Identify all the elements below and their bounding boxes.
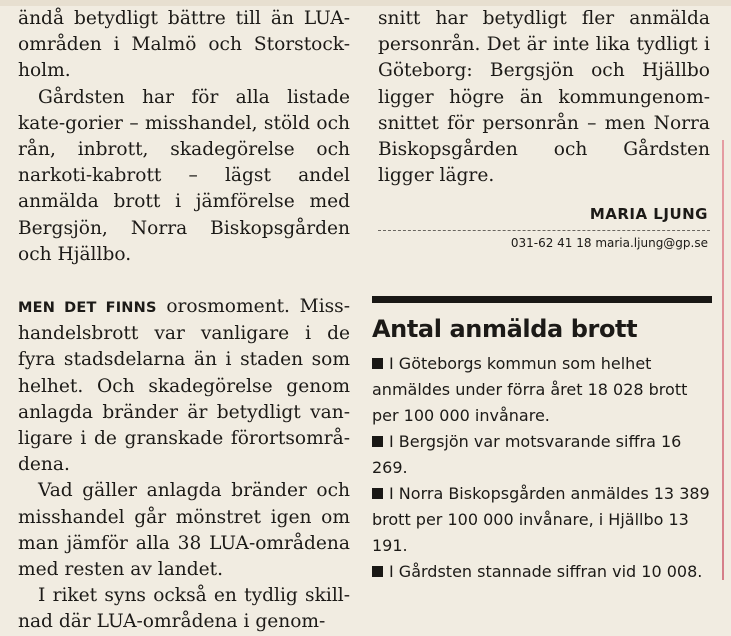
- paragraph-6: snitt har betydligt fler anmälda personrån. Det är inte lika tydligt i Göteborg: Bergsjön och Hjällbo ligger högre än kommungenom-snittet för personrån – men Norra Biskopsgården och Gårdsten ligger lägre.: [378, 8, 710, 187]
- fact-item: [372, 351, 712, 429]
- paragraph-3-body: orosmoment. Miss-handelsbrott var vanligare i de fyra stadsdelarna än i staden som helhet. Och skadegörelse genom anlagda bränder är betydligt van-ligare i de granskade förortsområ-dena.: [18, 296, 351, 476]
- fact-item: [372, 559, 712, 585]
- article-right-column: [378, 6, 710, 189]
- square-bullet-icon: [372, 488, 383, 499]
- paragraph-2: Gårdsten har för alla listade kate-gorier – misshandel, stöld och rån, inbrott, skadegörelse och narkoti-kabrott – lägst andel anmälda brott i jämförelse med Bergsjön, Norra Biskopsgården och Hjällbo.: [18, 86, 350, 265]
- fact-box-top-rule: [372, 296, 712, 303]
- fact-item-text: I Norra Biskopsgården anmäldes 13 389 brott per 100 000 invånare, i Hjällbo 13 191.: [372, 484, 710, 555]
- fact-box-title: Antal anmälda brott: [372, 315, 638, 343]
- paragraph-4: Vad gäller anlagda bränder och misshandel går mönstret igen om man jämför alla 38 LUA-områdena med resten av landet.: [18, 480, 350, 581]
- fact-item-text: I Göteborgs kommun som helhet anmäldes under förra året 18 028 brott per 100 000 invånare.: [372, 354, 688, 425]
- fact-item: [372, 429, 712, 481]
- square-bullet-icon: [372, 566, 383, 577]
- square-bullet-icon: [372, 436, 383, 447]
- page-edge-mark: [722, 140, 724, 580]
- byline-divider: [378, 230, 710, 231]
- lead-in-text: MEN DET FINNS: [18, 300, 157, 317]
- byline-contact: 031-62 41 18 maria.ljung@gp.se: [510, 236, 708, 250]
- fact-item: [372, 481, 712, 559]
- square-bullet-icon: [372, 358, 383, 369]
- paragraph-5: I riket syns också en tydlig skill-nad där LUA-områdena i genom-: [18, 585, 350, 633]
- paragraph-3: [18, 294, 350, 478]
- article-left-column: [18, 6, 350, 636]
- byline-name: MARIA LJUNG: [589, 205, 708, 223]
- paragraph-gap: [18, 268, 350, 294]
- fact-item-text: I Gårdsten stannade siffran vid 10 008.: [389, 562, 703, 581]
- fact-item-text: I Bergsjön var motsvarande siffra 16 269.: [372, 432, 682, 477]
- fact-box: [372, 303, 712, 585]
- paragraph-1: ändå betydligt bättre till än LUA-områden i Malmö och Storstock-holm.: [18, 8, 350, 82]
